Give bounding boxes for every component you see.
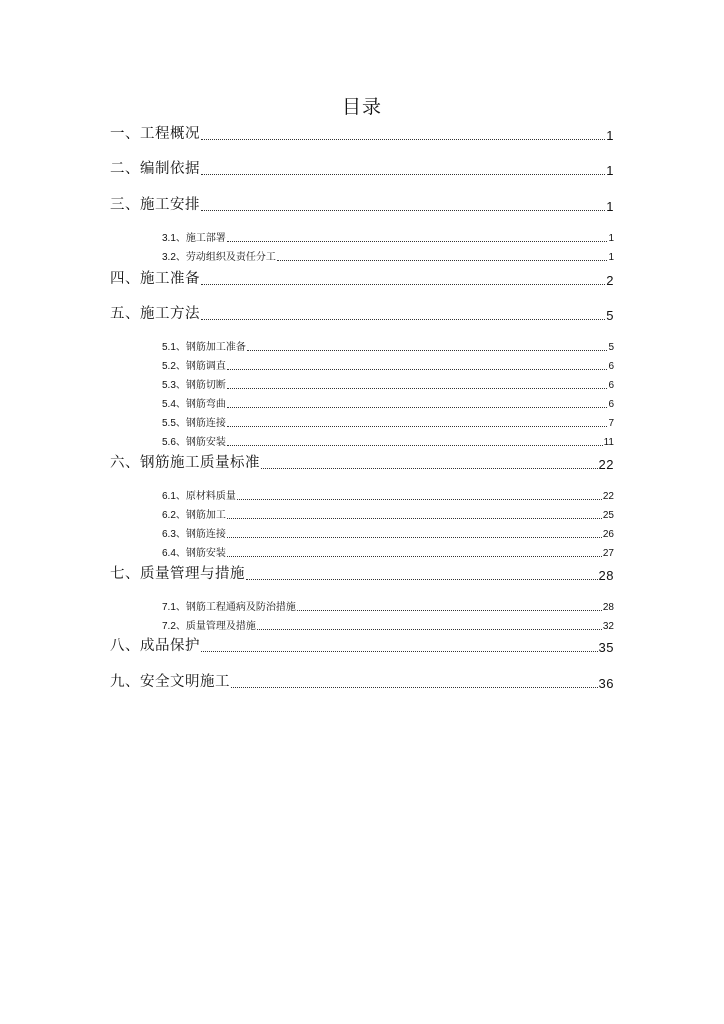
toc-page-number: 36 xyxy=(598,676,614,691)
toc-entry-section[interactable] xyxy=(162,525,614,540)
toc-section-number: 5.6、 xyxy=(162,437,186,448)
dot-leader xyxy=(201,139,605,140)
toc-entry-section[interactable] xyxy=(162,506,614,521)
dot-leader xyxy=(201,319,605,320)
toc-section-number: 5.2、 xyxy=(162,361,186,372)
toc-page-number: 6 xyxy=(608,361,614,372)
toc-entry-label xyxy=(162,525,226,540)
toc-entry-label xyxy=(110,670,230,691)
toc-entry-section[interactable] xyxy=(162,395,614,410)
toc-entry-text: 钢筋调直 xyxy=(185,361,226,372)
toc-entry-chapter[interactable] xyxy=(110,302,614,323)
toc-entry-text: 原材料质量 xyxy=(185,491,236,502)
toc-page-number: 6 xyxy=(608,380,614,391)
dot-leader xyxy=(227,407,608,408)
toc-entry-section[interactable] xyxy=(162,487,614,502)
toc-entry-section[interactable] xyxy=(162,617,614,632)
toc-entry-label xyxy=(110,122,200,143)
dot-leader xyxy=(201,210,605,211)
dot-leader xyxy=(297,610,602,611)
toc-entry-text: 钢筋加工 xyxy=(185,510,226,521)
toc-entry-chapter[interactable] xyxy=(110,562,614,583)
toc-entry-section[interactable] xyxy=(162,248,614,263)
dot-leader xyxy=(246,579,598,580)
toc-entry-label xyxy=(162,248,276,263)
toc-entry-text: 施工部署 xyxy=(185,233,226,244)
toc-entry-label xyxy=(162,338,246,353)
toc-entry-section[interactable] xyxy=(162,433,614,448)
dot-leader xyxy=(247,350,608,351)
toc-entry-label xyxy=(162,598,296,613)
toc-page-number: 1 xyxy=(608,252,614,263)
toc-page-number: 5 xyxy=(608,342,614,353)
toc-page-number: 5 xyxy=(606,308,614,323)
toc-section-number: 5.3、 xyxy=(162,380,186,391)
dot-leader xyxy=(261,468,598,469)
toc-page-number: 27 xyxy=(602,548,614,559)
toc-page-number: 22 xyxy=(598,457,614,472)
toc-entry-text: 三、施工安排 xyxy=(110,197,200,213)
toc-entry-label xyxy=(110,157,200,178)
toc-entry-section[interactable] xyxy=(162,414,614,429)
toc-entry-section[interactable] xyxy=(162,598,614,613)
toc-entry-label xyxy=(162,487,236,502)
toc-entry-text: 八、成品保护 xyxy=(110,638,200,654)
toc-entry-label xyxy=(110,267,200,288)
toc-page-number: 1 xyxy=(606,128,614,143)
toc-entry-label xyxy=(162,506,226,521)
toc-title: 目录 xyxy=(341,96,382,118)
toc-entry-label xyxy=(162,433,226,448)
toc-entry-text: 一、工程概况 xyxy=(110,126,200,142)
dot-leader xyxy=(237,499,602,500)
dot-leader xyxy=(227,241,608,242)
toc-entry-chapter[interactable] xyxy=(110,122,614,143)
toc-section-number: 7.2、 xyxy=(162,621,186,632)
toc-entry-text: 钢筋安装 xyxy=(185,548,226,559)
toc-section-number: 6.2、 xyxy=(162,510,186,521)
toc-page-number: 1 xyxy=(606,163,614,178)
toc-entry-section[interactable] xyxy=(162,357,614,372)
toc-entry-section[interactable] xyxy=(162,338,614,353)
dot-leader xyxy=(227,556,602,557)
toc-section-number: 5.5、 xyxy=(162,418,186,429)
toc-entry-text: 二、编制依据 xyxy=(110,161,200,177)
toc-entry-chapter[interactable] xyxy=(110,267,614,288)
dot-leader xyxy=(227,426,608,427)
toc-page-number: 28 xyxy=(598,568,614,583)
toc-page-number: 1 xyxy=(606,199,614,214)
dot-leader xyxy=(231,687,598,688)
toc-entry-section[interactable] xyxy=(162,229,614,244)
toc-entry-text: 六、钢筋施工质量标准 xyxy=(110,455,260,471)
dot-leader xyxy=(201,174,605,175)
dot-leader xyxy=(227,537,602,538)
toc-entry-text: 钢筋连接 xyxy=(185,418,226,429)
toc-section-number: 5.4、 xyxy=(162,399,186,410)
toc-page-number: 35 xyxy=(598,640,614,655)
toc-page-number: 26 xyxy=(602,529,614,540)
toc-page-number: 25 xyxy=(602,510,614,521)
toc-section-number: 5.1、 xyxy=(162,342,186,353)
toc-entry-text: 钢筋连接 xyxy=(185,529,226,540)
toc-entry-label xyxy=(162,357,226,372)
toc-entry-label xyxy=(162,229,226,244)
toc-entry-label xyxy=(110,302,200,323)
toc-section-number: 6.3、 xyxy=(162,529,186,540)
toc-entry-text: 钢筋弯曲 xyxy=(185,399,226,410)
toc-page-number: 1 xyxy=(608,233,614,244)
toc-section-number: 3.1、 xyxy=(162,233,186,244)
dot-leader xyxy=(227,518,602,519)
toc-entry-text: 七、质量管理与措施 xyxy=(110,566,245,582)
dot-leader xyxy=(201,284,605,285)
toc-entry-text: 劳动组织及责任分工 xyxy=(185,252,276,263)
toc-section-number: 6.4、 xyxy=(162,548,186,559)
toc-entry-text: 钢筋工程通病及防治措施 xyxy=(185,602,296,613)
toc-entry-text: 四、施工准备 xyxy=(110,271,200,287)
toc-entry-label xyxy=(110,193,200,214)
toc-entry-label xyxy=(162,544,226,559)
toc-entry-chapter[interactable] xyxy=(110,193,614,214)
toc-page-number: 28 xyxy=(602,602,614,613)
toc-page-number: 2 xyxy=(606,273,614,288)
toc-entry-label xyxy=(162,617,256,632)
toc-entry-label xyxy=(110,562,245,583)
toc-entry-label xyxy=(110,451,260,472)
toc-entry-text: 钢筋加工准备 xyxy=(185,342,246,353)
toc-entry-chapter[interactable] xyxy=(110,634,614,655)
toc-entry-text: 质量管理及措施 xyxy=(185,621,256,632)
toc-section-number: 6.1、 xyxy=(162,491,186,502)
dot-leader xyxy=(257,629,602,630)
toc-page-number: 22 xyxy=(602,491,614,502)
toc-entry-section[interactable] xyxy=(162,376,614,391)
toc-page-number: 11 xyxy=(603,437,614,448)
toc-entry-text: 钢筋切断 xyxy=(185,380,226,391)
dot-leader xyxy=(201,651,598,652)
toc-entry-label xyxy=(162,414,226,429)
toc-entry-text: 五、施工方法 xyxy=(110,306,200,322)
toc-entry-chapter[interactable] xyxy=(110,157,614,178)
toc-entry-label xyxy=(162,395,226,410)
toc-entry-chapter[interactable] xyxy=(110,670,614,691)
toc-entry-text: 钢筋安装 xyxy=(185,437,226,448)
toc-entry-label xyxy=(162,376,226,391)
toc-page-number: 6 xyxy=(608,399,614,410)
toc-entry-section[interactable] xyxy=(162,544,614,559)
dot-leader xyxy=(227,388,608,389)
toc-entry-chapter[interactable] xyxy=(110,451,614,472)
toc-section-number: 7.1、 xyxy=(162,602,186,613)
dot-leader xyxy=(227,445,603,446)
toc-page-number: 32 xyxy=(602,621,614,632)
dot-leader xyxy=(227,369,608,370)
toc-page-number: 7 xyxy=(608,418,614,429)
toc-entry-text: 九、安全文明施工 xyxy=(110,674,230,690)
toc-entry-label xyxy=(110,634,200,655)
dot-leader xyxy=(277,260,608,261)
toc-section-number: 3.2、 xyxy=(162,252,186,263)
